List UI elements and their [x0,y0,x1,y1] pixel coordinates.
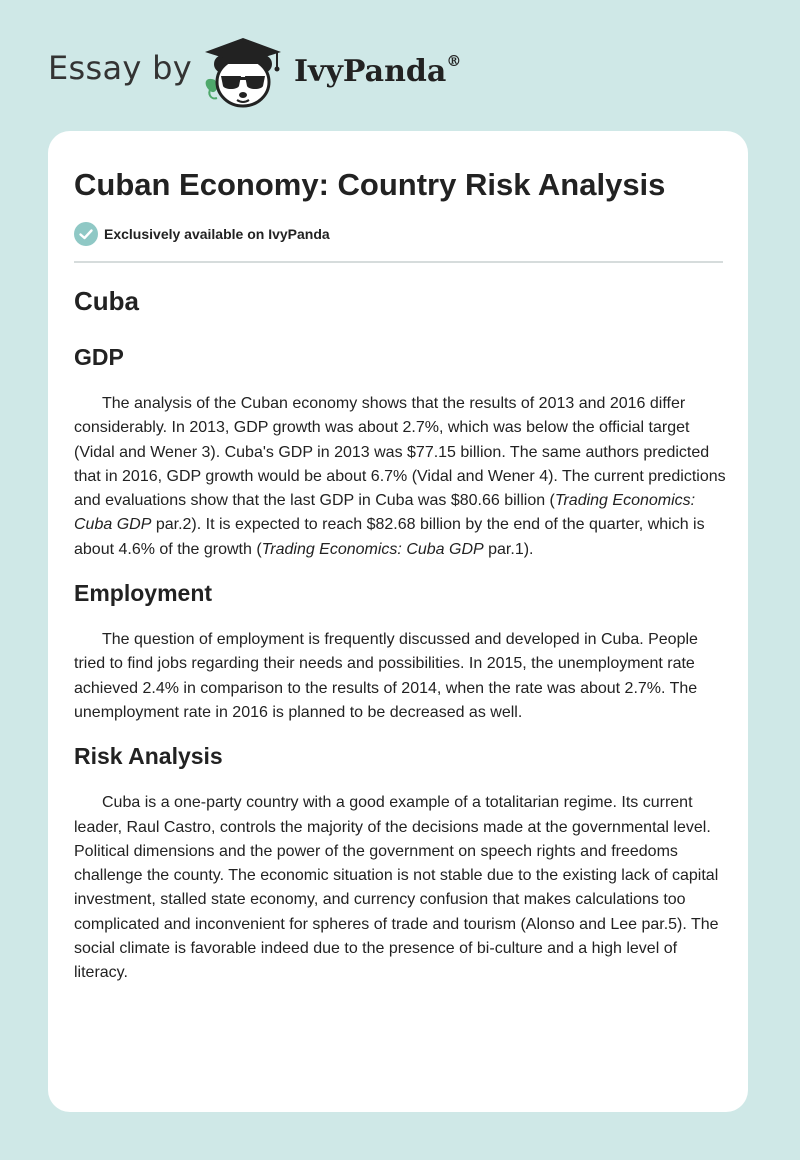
heading-gdp: GDP [74,344,124,370]
title-divider [74,261,723,263]
gdp-text-3: par.1). [483,540,534,558]
gdp-text-1: The analysis of the Cuban economy shows that the results of 2013 and 2016 differ considerably. In 2013, GDP growth was about 2.7%, which was below the official target (Vidal and Wener 3). Cuba's GDP in 2013 was $77.15 billion. The same authors predicted that in 2016, GDP growth would be about 6.7% (Vidal and Wener 4). The current predictions and evaluations show that the last GDP in Cuba was $80.66 billion ( [74,395,726,510]
panda-logo-icon[interactable] [197,34,289,110]
ivypanda-brand[interactable] [294,54,461,89]
check-circle-icon [74,222,98,246]
heading-risk-analysis: Risk Analysis [74,743,223,770]
registered-mark: ® [446,52,462,70]
gdp-citation-1: Trading Economics: Cuba GDP [74,492,696,534]
brand-text: IvyPanda [294,54,447,89]
essay-title: Cuban Economy: Country Risk Analysis [74,167,666,202]
paragraph-risk-analysis: Cuba is a one-party country with a good example of a totalitarian regime. Its current leader, Raul Castro, controls the majority of the decisions made at the governmental level. Political dimensions and the power of the government on speech rights and freedoms challenge the county. The economic situation is not stable due to the existing lack of capital investment, stalled state economy, and currency confusion that makes calculations too complicated and inconvenient for spheres of trade and tourism (Alonso and Lee par.5). The social climate is favorable indeed due to the presence of bi-culture and a high level of literacy. [74,794,719,982]
gdp-citation-2: Trading Economics: Cuba GDP [261,540,484,558]
essay-by-label: Essay by [48,49,192,87]
paragraph-gdp [74,392,726,562]
paragraph-employment: The question of employment is frequently discussed and developed in Cuba. People tried to find jobs regarding their needs and possibilities. In 2015, the unemployment rate achieved 2.4% in comparison to the results of 2014, when the rate was about 2.7%. The unemployment rate in 2016 is planned to be decreased as well. [74,631,698,721]
gdp-text-2: par.2). It is expected to reach $82.68 billion by the end of the quarter, which is about 4.6% of the growth ( [74,516,705,558]
exclusive-label: Exclusively available on IvyPanda [104,226,330,242]
section-title: Cuba [74,286,139,316]
heading-employment: Employment [74,580,213,607]
essay-body [74,284,726,986]
exclusive-badge [74,222,330,246]
essay-card [48,131,748,1112]
site-header [0,0,800,130]
